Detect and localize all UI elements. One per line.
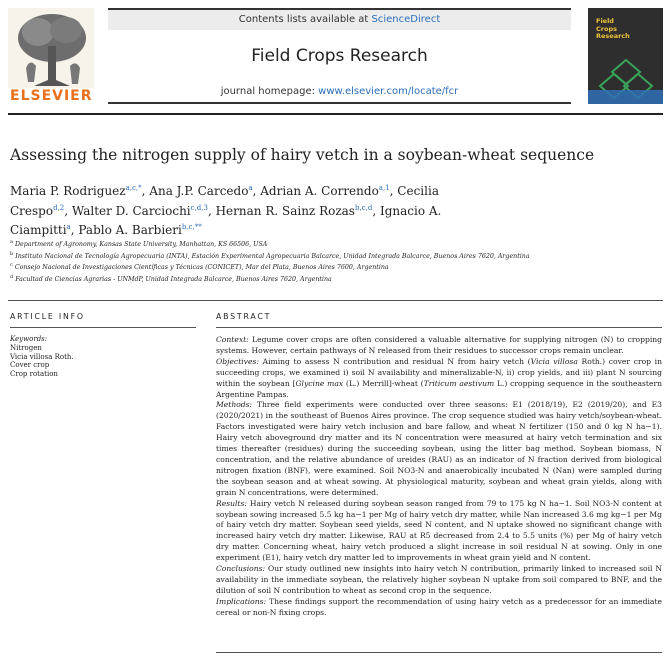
keyword-item: Crop rotation	[10, 370, 58, 379]
methods-text: Three field experiments were conducted over three seasons: E1 (2018/19), E2 (2019/20), and E3 (2020/2021) in the southeast of Buenos Aires province. The crop sequence studied was hairy vetch/soybean-wheat. Factors investigated were hairy vetch inclusion and bare fallow, and wheat N fertilizer (150 and 0 kg N ha−1). Hairy vetch aboveground dry matter and its N concentration were measured at hairy vetch termination and six times thereafter (residues) during the succeeding soybean, using the litter bag method. Soybean biomass, N concentration, and the relative abundance of ureides (RAU) as an indicator of N fraction derived from biological nitrogen fixation (BNF), were examined. Soil NO3-N and anaerobically incubated N (Nan) were sampled during the soybean season and at wheat sowing. At physiological maturity, soybean and wheat grain yields, along with grain N concentrations, were determined.	[216, 400, 662, 497]
author-name[interactable]: Adrian A. Correndo	[260, 184, 379, 198]
objectives-species: Vicia villosa	[530, 356, 578, 366]
affiliation-sup: a	[10, 239, 13, 245]
conclusions-label: Conclusions:	[216, 564, 266, 574]
abstract-rule	[216, 327, 662, 328]
objectives-text: Aiming to assess N contribution and residual N from hairy vetch (	[262, 356, 531, 366]
affiliation	[10, 261, 610, 273]
contents-bar	[108, 10, 571, 30]
journal-title: Field Crops Research	[251, 46, 428, 66]
affiliation-rule	[8, 300, 663, 301]
sciencedirect-link[interactable]: ScienceDirect	[371, 14, 441, 25]
affiliation-text: Consejo Nacional de Investigaciones Científicas y Técnicas (CONICET), Mar del Plata, Buenos Aires 7600, Argentina	[14, 264, 389, 272]
affiliation	[10, 273, 610, 285]
journal-header	[8, 8, 663, 104]
journal-homepage	[108, 86, 571, 97]
objectives-text: (L.) Merrill]-wheat (	[343, 378, 424, 388]
cover-art-icon	[588, 8, 663, 104]
journal-banner	[108, 8, 571, 104]
affiliation-text: Facultad de Ciencias Agrarias - UNMdP, Unidad Integrada Balcarce, Buenos Aires 7620, Argentina	[15, 275, 332, 283]
abstract-objectives	[216, 357, 662, 401]
author-name[interactable]: Walter D. Carciochi	[71, 203, 191, 218]
keyword-item: Vicia villosa Roth.	[10, 352, 74, 361]
objectives-text: Roth.) cover crop in succeeding crops, we examined i) soil N availability and mineralizable-N, ii) crop yields, and iii) plant N sourcing within the soybean [	[216, 356, 663, 388]
methods-label: Methods:	[216, 400, 253, 410]
keywords-panel	[10, 335, 180, 379]
keyword-item: Cover crop	[10, 361, 50, 370]
author-affil-sup[interactable]: d,2	[53, 203, 65, 212]
author-name[interactable]: Cecilia Crespo	[10, 184, 439, 218]
tree-logo-icon	[8, 8, 94, 88]
author-affil-sup[interactable]: a	[66, 223, 71, 231]
author-name[interactable]: Ana J.P. Carcedo	[149, 184, 249, 198]
results-text: Hairy vetch N released during soybean season ranged from 79 to 175 kg N ha−1. Soil NO3-N content at soybean sowing increased 5.5 kg ha−1 per Mg of hairy vetch dry matter, while Nan increased 3.6 mg kg−1 per Mg of hairy vetch dry matter. Soybean seed yields, seed N content, and N uptake showed no significant change with increased hairy vetch dry matter. Likewise, RAU at R5 decreased from 2.4 to 5.5 units (%) per Mg of hairy vetch dry matter. Concerning wheat, hairy vetch produced a slight increase in soil residual N at sowing. Only in one experiment (E1), hairy vetch dry matter led to improvements in wheat grain yield and N content.	[216, 498, 662, 563]
homepage-link[interactable]: www.elsevier.com/locate/fcr	[318, 86, 459, 97]
affiliation-text: Department of Agronomy, Kansas State University, Manhattan, KS 66506, USA	[15, 241, 268, 249]
elsevier-tree-logo	[8, 8, 94, 104]
author-affil-sup[interactable]: a	[248, 184, 253, 192]
author-affil-sup[interactable]: a,1	[378, 184, 390, 192]
affiliation-sup: b	[10, 250, 14, 257]
cover-line: Field	[596, 17, 614, 25]
objectives-species: Glycine max	[295, 378, 344, 388]
author-affil-sup[interactable]: c,d,3	[190, 203, 208, 212]
cover-line: Crops	[596, 24, 617, 33]
contents-prefix: Contents lists available at	[238, 14, 372, 25]
abstract-results	[216, 499, 662, 564]
objectives-label: Objectives:	[216, 356, 259, 366]
author-affil-sup[interactable]: a,c,*	[125, 184, 142, 192]
keyword-item: Nitrogen	[10, 343, 42, 352]
objectives-text: L.) cropping sequence in the southeastern Argentine Pampas.	[216, 378, 662, 399]
keywords-label: Keywords:	[10, 335, 48, 343]
conclusions-text: Our study outlined new insights into hairy vetch N contribution, primarily linked to increased soil N availability in the immediate soybean, the relatively higher soybean N uptake from soil compared to BNF, and the dilution of soil N contribution to wheat as second crop in the sequence.	[216, 564, 662, 595]
affiliation-sup: c	[10, 262, 13, 269]
context-label: Context:	[216, 335, 249, 344]
abstract-implications	[216, 597, 662, 619]
author-name[interactable]: Pablo A. Barbieri	[78, 223, 182, 237]
cover-line: Research	[596, 32, 630, 40]
homepage-prefix: journal homepage:	[220, 86, 319, 97]
affiliation	[10, 250, 610, 262]
header-rule	[8, 113, 663, 115]
author-name[interactable]: Ignacio A. Ciampitti	[10, 203, 442, 237]
author-name[interactable]: Maria P. Rodriguez	[10, 184, 126, 198]
context-text: Legume cover crops are often considered a valuable alternative for supplying nitrogen (N) to cropping systems. However, certain pathways of N released from their residues to successor crops remain unclear.	[216, 335, 662, 355]
results-label: Results:	[216, 498, 247, 508]
author-list: Maria P. Rodriguez$^{a,c,*}$, Ana J.P. Carcedo$^a$, Adrian A. Correndo$^{a,1}$, Cecilia Crespo$^{d,2}$, Walter D. Carciochi$^{c,d,3}$, Hernan R. Sainz Rozas$^{b,c,d}$, Ignacio A. Ciampitti$^a$, Pablo A. Barbieri$^{b,c,**}$	[10, 184, 442, 237]
objectives-species: Triticum aestivum	[423, 378, 495, 388]
author-affil-sup[interactable]: b,c,d	[354, 203, 373, 212]
article-info-heading: ARTICLE INFO	[10, 312, 85, 321]
article-title: Assessing the nitrogen supply of hairy vetch in a soybean-wheat sequence	[10, 146, 595, 164]
journal-cover	[588, 8, 663, 104]
abstract-methods	[216, 400, 662, 498]
affiliation	[10, 238, 610, 250]
author-affil-sup[interactable]: b,c,**	[181, 223, 202, 231]
affiliation-list	[10, 238, 610, 284]
abstract-bottom-rule	[216, 652, 662, 653]
abstract-heading: ABSTRACT	[216, 312, 272, 321]
affiliation-text: Instituto Nacional de Tecnología Agropecuaria (INTA), Estación Experimental Agropecuaria Balcarce, Unidad Integrada Balcarce, Buenos Aires 7620, Argentina	[15, 252, 530, 260]
implications-text: These findings support the recommendation of using hairy vetch as a predecessor for an immediate cereal or non-N fixing crops.	[216, 596, 662, 617]
abstract-context	[216, 335, 662, 357]
article-info-rule	[10, 327, 196, 328]
implications-label: Implications:	[216, 596, 267, 606]
abstract-body	[216, 335, 662, 619]
publisher-name: ELSEVIER	[10, 88, 93, 104]
abstract-conclusions	[216, 564, 662, 597]
author-name[interactable]: Hernan R. Sainz Rozas	[215, 203, 355, 218]
affiliation-sup: d	[10, 273, 14, 280]
